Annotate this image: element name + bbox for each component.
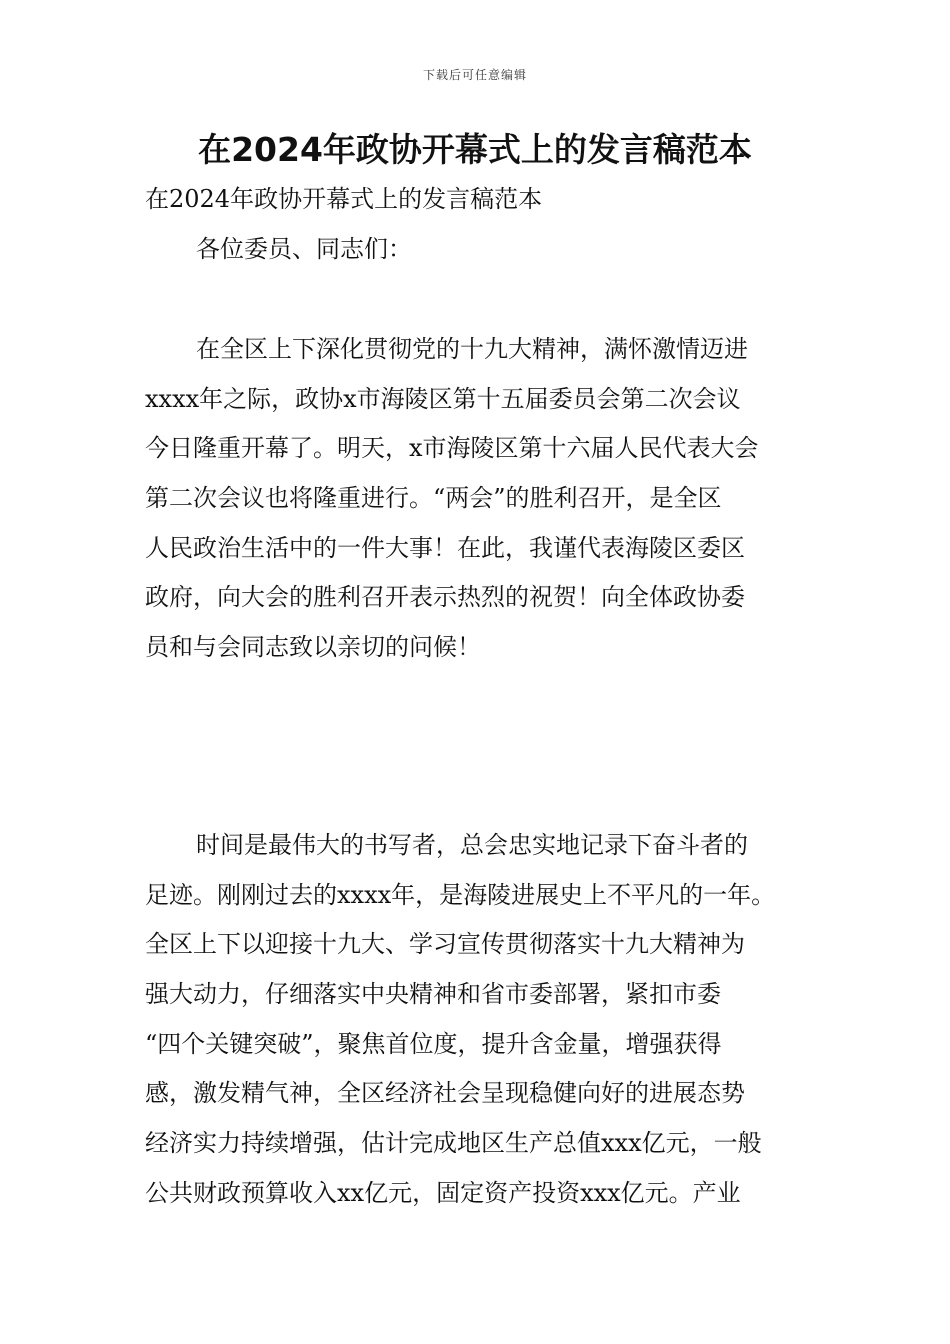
paragraph-line: 第二次会议也将隆重进行。“两会”的胜利召开，是全区	[145, 484, 722, 513]
header-note: 下载后可任意编辑	[422, 68, 527, 82]
paragraph-2	[145, 829, 810, 1227]
paragraph-line: 经济实力持续增强，估计完成地区生产总值xxx亿元，一般	[145, 1129, 762, 1158]
document-title: 在2024年政协开幕式上的发言稿范本	[198, 130, 752, 169]
paragraph-line: xxxx年之际，政协x市海陵区第十五届委员会第二次会议	[145, 384, 741, 413]
paragraph-line: 感，激发精气神，全区经济社会呈现稳健向好的进展态势	[145, 1079, 745, 1108]
paragraph-line: 时间是最伟大的书写者，总会忠实地记录下奋斗者的	[196, 831, 748, 859]
paragraph-line: 政府，向大会的胜利召开表示热烈的祝贺！向全体政协委	[145, 583, 745, 612]
greeting-line: 各位委员、同志们：	[196, 235, 412, 263]
paragraph-line: 员和与会同志致以亲切的问候！	[145, 633, 481, 662]
paragraph-line: 在全区上下深化贯彻党的十九大精神，满怀激情迈进	[196, 335, 748, 363]
paragraph-line: 公共财政预算收入xx亿元，固定资产投资xxx亿元。产业	[145, 1178, 741, 1207]
paragraph-line: 强大动力，仔细落实中央精神和省市委部署，紧扣市委	[145, 980, 721, 1009]
paragraph-line: “四个关键突破”，聚焦首位度，提升含金量，增强获得	[145, 1029, 722, 1058]
paragraph-line: 今日隆重开幕了。明天，x市海陵区第十六届人民代表大会	[145, 434, 759, 463]
paragraph-line: 全区上下以迎接十九大、学习宣传贯彻落实十九大精神为	[145, 930, 745, 959]
document-subtitle: 在2024年政协开幕式上的发言稿范本	[145, 185, 543, 213]
paragraph-line: 人民政治生活中的一件大事！在此，我谨代表海陵区委区	[145, 533, 745, 562]
paragraph-line: 足迹。刚刚过去的xxxx年，是海陵进展史上不平凡的一年。	[145, 880, 776, 909]
paragraph-1	[145, 333, 810, 681]
